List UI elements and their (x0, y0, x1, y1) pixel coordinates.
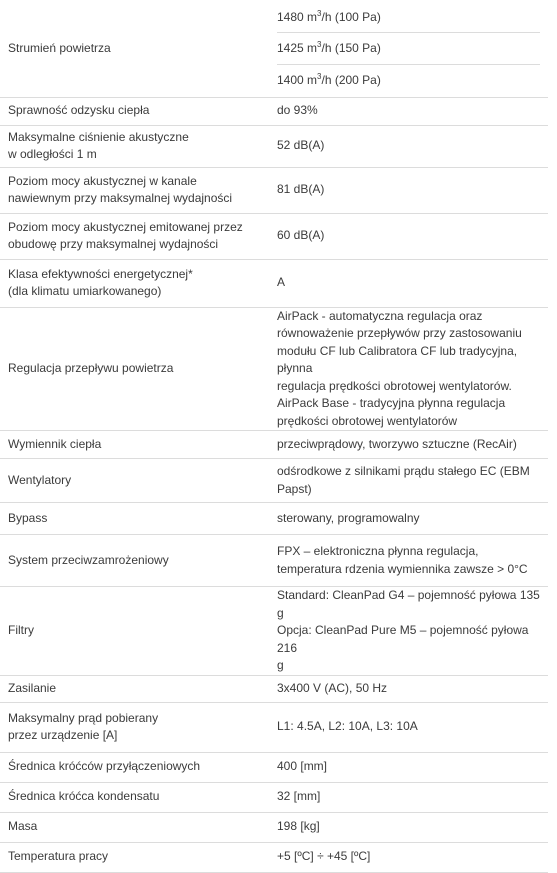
spec-value (267, 535, 548, 587)
spec-row (0, 167, 548, 213)
text-line: Średnica króćców przyłączeniowych (8, 759, 201, 774)
spec-row (0, 125, 548, 167)
spec-label (0, 431, 267, 459)
text-line: 32 [mm] (277, 789, 321, 804)
spec-value (267, 842, 548, 872)
spec-label (0, 259, 267, 307)
unit-exponent: 3 (317, 40, 322, 49)
spec-value (267, 587, 548, 676)
spec-value (267, 97, 548, 125)
spec-row (0, 587, 548, 676)
text-line: 400 [mm] (277, 759, 328, 774)
spec-value (267, 307, 548, 431)
text-line: Strumień powietrza (8, 40, 111, 55)
text-line: 60 dB(A) (277, 228, 325, 243)
text-line: w odległości 1 m (8, 147, 97, 161)
text-line: Regulacja przepływu powietrza (8, 361, 174, 375)
text-line: nawiewnym przy maksymalnej wydajności (8, 191, 233, 205)
spec-row (0, 702, 548, 752)
spec-row (0, 503, 548, 535)
spec-row (0, 842, 548, 872)
text-line: Zasilanie (8, 680, 57, 695)
text-line: Wymiennik ciepła (8, 436, 102, 451)
spec-label (0, 812, 267, 842)
text-line: przez urządzenie [A] (8, 728, 118, 742)
text-line: Bypass (8, 510, 48, 525)
spec-value (267, 167, 548, 213)
spec-row (0, 0, 548, 97)
text-line: (dla klimatu umiarkowanego) (8, 284, 162, 298)
unit-exponent: 3 (317, 8, 322, 18)
spec-value (267, 752, 548, 782)
airflow-number: 1400 m (277, 72, 318, 87)
text-line: Maksymalny prąd pobierany (8, 710, 159, 725)
spec-row (0, 675, 548, 702)
text-line: odśrodkowe z silnikami prądu stałego EC (EBM (277, 464, 530, 478)
spec-row (0, 259, 548, 307)
spec-value (267, 125, 548, 167)
spec-row (0, 752, 548, 782)
airflow-number: 1425 m (277, 41, 318, 55)
spec-row (0, 812, 548, 842)
text-line: prędkości obrotowej wentylatorów (277, 413, 458, 428)
text-line: modułu CF lub Calibratora CF lub tradycyjna, płynna (277, 343, 518, 375)
text-line: Papst) (277, 481, 312, 496)
airflow-unit: /h (150 Pa) (321, 41, 381, 55)
airflow-value (277, 32, 540, 64)
spec-value (267, 459, 548, 503)
spec-label (0, 752, 267, 782)
text-line: obudowę przy maksymalnej wydajności (8, 237, 219, 251)
airflow-number: 1480 m (277, 9, 318, 24)
airflow-unit: /h (200 Pa) (321, 72, 381, 87)
spec-value (267, 259, 548, 307)
spec-row (0, 459, 548, 503)
text-line: Sprawność odzysku ciepła (8, 103, 150, 118)
spec-label (0, 97, 267, 125)
text-line: 81 dB(A) (277, 182, 325, 197)
text-line: Poziom mocy akustycznej emitowanej przez (8, 219, 243, 234)
spec-value (267, 0, 548, 97)
text-line: Średnica króćca kondensatu (8, 789, 160, 804)
airflow-value (277, 2, 540, 33)
spec-row (0, 213, 548, 259)
text-line: do 93% (277, 103, 318, 118)
text-line: Filtry (8, 623, 34, 637)
text-line: Klasa efektywności energetycznej* (8, 266, 193, 281)
text-line: g (277, 658, 284, 672)
text-line: 52 dB(A) (277, 138, 325, 153)
spec-label (0, 675, 267, 702)
text-line: L1: 4.5A, L2: 10A, L3: 10A (277, 719, 418, 734)
spec-label (0, 782, 267, 812)
spec-label (0, 587, 267, 676)
text-line: Masa (8, 819, 38, 834)
text-line: Maksymalne ciśnienie akustyczne (8, 129, 189, 144)
spec-value (267, 812, 548, 842)
text-line: AirPack - automatyczna regulacja oraz (277, 308, 483, 323)
spec-row (0, 535, 548, 587)
spec-label (0, 167, 267, 213)
airflow-unit: /h (100 Pa) (321, 9, 381, 24)
spec-value (267, 431, 548, 459)
text-line: Wentylatory (8, 472, 72, 487)
text-line: temperatura rdzenia wymiennika zawsze > 0°C (277, 561, 528, 576)
unit-exponent: 3 (317, 71, 322, 81)
spec-label (0, 842, 267, 872)
spec-label (0, 535, 267, 587)
text-line: Temperatura pracy (8, 849, 109, 864)
spec-row (0, 307, 548, 431)
text-line: A (277, 275, 286, 290)
spec-row (0, 431, 548, 459)
spec-label (0, 125, 267, 167)
text-line: 3x400 V (AC), 50 Hz (277, 680, 388, 695)
text-line: równoważenie przepływów przy zastosowaniu (277, 326, 522, 340)
spec-label (0, 503, 267, 535)
spec-label (0, 307, 267, 431)
text-line: 198 [kg] (277, 819, 320, 834)
spec-label (0, 213, 267, 259)
spec-value (267, 503, 548, 535)
text-line: Poziom mocy akustycznej w kanale (8, 173, 197, 188)
spec-row (0, 782, 548, 812)
text-line: Standard: CleanPad G4 – pojemność pyłowa 135 g (277, 588, 540, 620)
text-line: regulacja prędkości obrotowej wentylatorów. (277, 378, 512, 393)
text-line: przeciwprądowy, tworzywo sztuczne (RecAir) (277, 436, 517, 451)
spec-value (267, 675, 548, 702)
spec-value (267, 213, 548, 259)
airflow-value (277, 64, 540, 96)
spec-label (0, 0, 267, 97)
spec-label (0, 459, 267, 503)
spec-row (0, 97, 548, 125)
spec-label (0, 702, 267, 752)
text-line: System przeciwzamrożeniowy (8, 552, 169, 567)
text-line: +5 [ºC] ÷ +45 [ºC] (277, 849, 371, 864)
text-line: Opcja: CleanPad Pure M5 – pojemność pyłowa 216 (277, 623, 529, 655)
spec-value (267, 702, 548, 752)
spec-value (267, 782, 548, 812)
text-line: AirPack Base - tradycyjna płynna regulacja (277, 396, 506, 410)
text-line: FPX – elektroniczna płynna regulacja, (277, 544, 479, 558)
text-line: sterowany, programowalny (277, 510, 420, 525)
